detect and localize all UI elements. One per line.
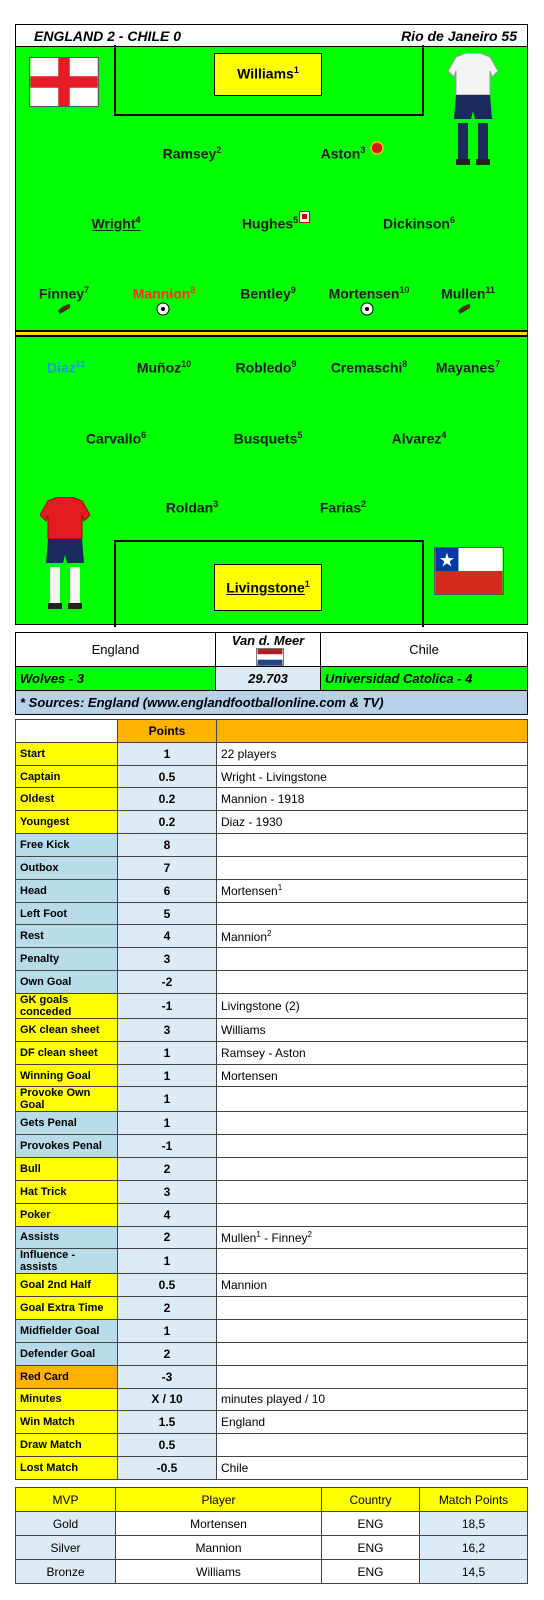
points-row-label: Midfielder Goal bbox=[16, 1320, 118, 1343]
points-row-note bbox=[217, 948, 528, 971]
mvp-header-points: Match Points bbox=[420, 1488, 528, 1512]
boot-icon bbox=[457, 302, 471, 316]
points-row-note: England bbox=[217, 1411, 528, 1434]
points-row bbox=[16, 1342, 528, 1365]
mvp-row bbox=[16, 1536, 528, 1560]
points-row-note bbox=[217, 1112, 528, 1135]
england-player-bentley: Bentley$^9$ bbox=[240, 285, 296, 302]
points-row-label: Minutes bbox=[16, 1388, 118, 1411]
points-row-note: minutes played / 10 bbox=[217, 1388, 528, 1411]
points-row-value: 2 bbox=[118, 1158, 217, 1181]
points-row-label: DF clean sheet bbox=[16, 1041, 118, 1064]
football-icon bbox=[360, 302, 374, 316]
points-row bbox=[16, 1388, 528, 1411]
referee-cell: Van d. Meer bbox=[216, 633, 321, 667]
points-row-value: 4 bbox=[118, 925, 217, 948]
points-row-note: Livingstone (2) bbox=[217, 993, 528, 1018]
points-row-value: 1 bbox=[118, 1320, 217, 1343]
points-row bbox=[16, 879, 528, 902]
points-row-note bbox=[217, 1320, 528, 1343]
chile-player-alvarez: Alvarez$^4$ bbox=[391, 430, 447, 447]
points-row-label: Draw Match bbox=[16, 1434, 118, 1457]
points-row-value: 0.2 bbox=[118, 788, 217, 811]
chile-player-farias: Farias$^2$ bbox=[319, 499, 367, 516]
points-row-label: Defender Goal bbox=[16, 1342, 118, 1365]
points-row bbox=[16, 856, 528, 879]
points-row-label: Own Goal bbox=[16, 971, 118, 994]
points-row-label: Poker bbox=[16, 1203, 118, 1226]
points-row-value: 2 bbox=[118, 1297, 217, 1320]
points-row-value: 2 bbox=[118, 1226, 217, 1249]
pitch-chile-half bbox=[15, 337, 528, 625]
points-row bbox=[16, 765, 528, 788]
points-row-value: 3 bbox=[118, 1180, 217, 1203]
mvp-table-header bbox=[16, 1488, 528, 1512]
points-row-value: 8 bbox=[118, 834, 217, 857]
football-icon bbox=[156, 302, 170, 316]
points-row-note: Mullen$^1$ - Finney$^2$ bbox=[217, 1226, 528, 1249]
points-row-label: Red Card bbox=[16, 1365, 118, 1388]
points-row bbox=[16, 1434, 528, 1457]
points-row bbox=[16, 834, 528, 857]
home-team-cell: England bbox=[16, 633, 216, 667]
points-row-value: 1 bbox=[118, 742, 217, 765]
points-row-note: Wright - Livingstone bbox=[217, 765, 528, 788]
points-row-note bbox=[217, 1342, 528, 1365]
points-row-label: Head bbox=[16, 879, 118, 902]
points-row bbox=[16, 1297, 528, 1320]
match-summary-table bbox=[15, 632, 528, 715]
points-row-note bbox=[217, 1365, 528, 1388]
chile-goalkeeper: Livingstone$^1$ bbox=[214, 564, 322, 611]
halfway-line bbox=[15, 330, 528, 337]
boot-icon bbox=[57, 302, 71, 316]
points-row bbox=[16, 1226, 528, 1249]
points-row-label: Oldest bbox=[16, 788, 118, 811]
chile-player-carvallo: Carvallo$^6$ bbox=[85, 430, 147, 447]
points-row-label: Goal 2nd Half bbox=[16, 1274, 118, 1297]
england-player-mortensen: Mortensen$^{10}$ bbox=[328, 285, 410, 302]
chile-player-robledo: Robledo$^9$ bbox=[235, 359, 297, 376]
points-row-label: Hat Trick bbox=[16, 1180, 118, 1203]
points-row-label: GK goals conceded bbox=[16, 993, 118, 1018]
mvp-player: Williams bbox=[116, 1560, 322, 1584]
points-row-value: 6 bbox=[118, 879, 217, 902]
points-row-label: Influence - assists bbox=[16, 1249, 118, 1274]
chile-player-cremaschi: Cremaschi$^8$ bbox=[330, 359, 408, 376]
points-row bbox=[16, 1249, 528, 1274]
mvp-row bbox=[16, 1512, 528, 1536]
points-table-header bbox=[16, 720, 528, 743]
england-player-dickinson: Dickinson$^6$ bbox=[383, 215, 455, 232]
england-player-ramsey: Ramsey$^2$ bbox=[162, 145, 222, 162]
chile-player-busquets: Busquets$^5$ bbox=[233, 430, 303, 447]
mvp-points: 18,5 bbox=[420, 1512, 528, 1536]
points-row-value: 3 bbox=[118, 1018, 217, 1041]
mvp-header-country: Country bbox=[322, 1488, 420, 1512]
england-goalkeeper: Williams$^1$ bbox=[214, 53, 322, 96]
points-row-note bbox=[217, 1249, 528, 1274]
mvp-rank: Silver bbox=[16, 1536, 116, 1560]
points-row bbox=[16, 1158, 528, 1181]
points-row-value: 0.5 bbox=[118, 1434, 217, 1457]
points-row-note: Williams bbox=[217, 1018, 528, 1041]
sources-note: * Sources: England (www.englandfootballonline.com & TV) bbox=[16, 691, 528, 715]
points-row-value: 1 bbox=[118, 1087, 217, 1112]
mvp-row bbox=[16, 1560, 528, 1584]
points-row bbox=[16, 1203, 528, 1226]
chile-flag-icon bbox=[434, 547, 504, 595]
points-row-note bbox=[217, 971, 528, 994]
points-row-value: 4 bbox=[118, 1203, 217, 1226]
points-row bbox=[16, 811, 528, 834]
points-row-note bbox=[217, 1135, 528, 1158]
points-row-label: Rest bbox=[16, 925, 118, 948]
points-row-note bbox=[217, 1087, 528, 1112]
england-player-mannion: Mannion$^8$ bbox=[132, 285, 196, 302]
away-club-cell: Universidad Catolica - 4 bbox=[321, 667, 528, 691]
chile-player-munoz: Muñoz$^{10}$ bbox=[136, 359, 192, 376]
points-row-value: -1 bbox=[118, 1135, 217, 1158]
points-row-note: Mortensen$^1$ bbox=[217, 879, 528, 902]
points-row-value: 2 bbox=[118, 1342, 217, 1365]
chile-player-roldan: Roldan$^3$ bbox=[165, 499, 219, 516]
points-row bbox=[16, 1411, 528, 1434]
netherlands-flag-icon bbox=[256, 648, 284, 666]
mvp-rank: Gold bbox=[16, 1512, 116, 1536]
match-header bbox=[15, 24, 528, 46]
points-row-note bbox=[217, 1158, 528, 1181]
points-row bbox=[16, 1041, 528, 1064]
mvp-header-rank: MVP bbox=[16, 1488, 116, 1512]
england-kit-icon bbox=[448, 53, 498, 165]
points-row-note: Ramsey - Aston bbox=[217, 1041, 528, 1064]
match-title: ENGLAND 2 - CHILE 0 bbox=[34, 28, 182, 44]
points-row-value: 1 bbox=[118, 1249, 217, 1274]
points-row-note: Diaz - 1930 bbox=[217, 811, 528, 834]
points-row-value: X / 10 bbox=[118, 1388, 217, 1411]
points-row-label: Youngest bbox=[16, 811, 118, 834]
points-row-value: 3 bbox=[118, 948, 217, 971]
mvp-points: 14,5 bbox=[420, 1560, 528, 1584]
points-row bbox=[16, 948, 528, 971]
mvp-player: Mortensen bbox=[116, 1512, 322, 1536]
mvp-country: ENG bbox=[322, 1560, 420, 1584]
points-row-label: Penalty bbox=[16, 948, 118, 971]
points-row bbox=[16, 1112, 528, 1135]
points-row-note bbox=[217, 1297, 528, 1320]
points-row-note: Mortensen bbox=[217, 1064, 528, 1087]
points-row-value: 1 bbox=[118, 1112, 217, 1135]
liverpool-crest-icon bbox=[299, 211, 310, 223]
points-row bbox=[16, 788, 528, 811]
england-player-aston: Aston$^3$ bbox=[320, 145, 366, 162]
points-row bbox=[16, 1180, 528, 1203]
points-row-label: Gets Penal bbox=[16, 1112, 118, 1135]
points-row-note bbox=[217, 834, 528, 857]
points-row-note bbox=[217, 1434, 528, 1457]
points-row-note: Mannion - 1918 bbox=[217, 788, 528, 811]
points-row bbox=[16, 925, 528, 948]
points-row-note bbox=[217, 856, 528, 879]
points-row-label: Left Foot bbox=[16, 902, 118, 925]
chile-player-mayanes: Mayanes$^7$ bbox=[435, 359, 501, 376]
points-row-label: Bull bbox=[16, 1158, 118, 1181]
points-row-value: 1.5 bbox=[118, 1411, 217, 1434]
mvp-table bbox=[15, 1487, 528, 1584]
points-row-value: 5 bbox=[118, 902, 217, 925]
england-player-hughes: Hughes$^5$ bbox=[241, 215, 299, 232]
points-row-label: GK clean sheet bbox=[16, 1018, 118, 1041]
points-row-label: Lost Match bbox=[16, 1457, 118, 1480]
england-player-mullen: Mullen$^{11}$ bbox=[441, 285, 495, 302]
pitch-england-half bbox=[15, 46, 528, 330]
points-row-value: 1 bbox=[118, 1041, 217, 1064]
points-row-label: Winning Goal bbox=[16, 1064, 118, 1087]
points-row-label: Assists bbox=[16, 1226, 118, 1249]
manchester-united-crest-icon bbox=[370, 141, 384, 155]
points-row-label: Win Match bbox=[16, 1411, 118, 1434]
points-row-label: Captain bbox=[16, 765, 118, 788]
points-row-note: Mannion bbox=[217, 1274, 528, 1297]
points-row bbox=[16, 993, 528, 1018]
chile-kit-icon bbox=[40, 497, 90, 609]
points-row-value: -0.5 bbox=[118, 1457, 217, 1480]
points-row-label: Goal Extra Time bbox=[16, 1297, 118, 1320]
points-row-label: Outbox bbox=[16, 856, 118, 879]
points-row bbox=[16, 1064, 528, 1087]
mvp-country: ENG bbox=[322, 1536, 420, 1560]
points-row-note bbox=[217, 1180, 528, 1203]
england-player-wright: Wright$^4$ bbox=[91, 215, 141, 232]
points-row-value: 0.5 bbox=[118, 1274, 217, 1297]
points-header: Points bbox=[118, 720, 217, 743]
points-row bbox=[16, 1274, 528, 1297]
points-row bbox=[16, 971, 528, 994]
match-venue: Rio de Janeiro 55 bbox=[401, 28, 517, 44]
england-player-finney: Finney$^7$ bbox=[38, 285, 90, 302]
points-row-note: 22 players bbox=[217, 742, 528, 765]
mvp-country: ENG bbox=[322, 1512, 420, 1536]
away-team-cell: Chile bbox=[321, 633, 528, 667]
points-row bbox=[16, 1135, 528, 1158]
points-row-value: 7 bbox=[118, 856, 217, 879]
points-row bbox=[16, 742, 528, 765]
points-row bbox=[16, 1087, 528, 1112]
points-row bbox=[16, 1320, 528, 1343]
points-table bbox=[15, 719, 528, 1480]
points-row-value: 1 bbox=[118, 1064, 217, 1087]
chile-player-diaz: Diaz$^{11}$ bbox=[46, 359, 86, 376]
points-row bbox=[16, 1018, 528, 1041]
england-flag-icon bbox=[29, 57, 99, 107]
points-row-label: Provokes Penal bbox=[16, 1135, 118, 1158]
mvp-header-player: Player bbox=[116, 1488, 322, 1512]
points-row-label: Start bbox=[16, 742, 118, 765]
points-row bbox=[16, 902, 528, 925]
points-row-value: 0.5 bbox=[118, 765, 217, 788]
mvp-player: Mannion bbox=[116, 1536, 322, 1560]
points-row-note: Chile bbox=[217, 1457, 528, 1480]
points-row-value: -3 bbox=[118, 1365, 217, 1388]
score-value-cell: 29.703 bbox=[216, 667, 321, 691]
home-club-cell: Wolves - 3 bbox=[16, 667, 216, 691]
points-row-value: -1 bbox=[118, 993, 217, 1018]
points-row-note bbox=[217, 1203, 528, 1226]
mvp-points: 16,2 bbox=[420, 1536, 528, 1560]
points-row-value: 0.2 bbox=[118, 811, 217, 834]
points-row-label: Provoke Own Goal bbox=[16, 1087, 118, 1112]
mvp-rank: Bronze bbox=[16, 1560, 116, 1584]
points-row-value: -2 bbox=[118, 971, 217, 994]
points-row bbox=[16, 1457, 528, 1480]
points-row-label: Free Kick bbox=[16, 834, 118, 857]
points-row-note bbox=[217, 902, 528, 925]
points-row-note: Mannion$^2$ bbox=[217, 925, 528, 948]
points-row bbox=[16, 1365, 528, 1388]
